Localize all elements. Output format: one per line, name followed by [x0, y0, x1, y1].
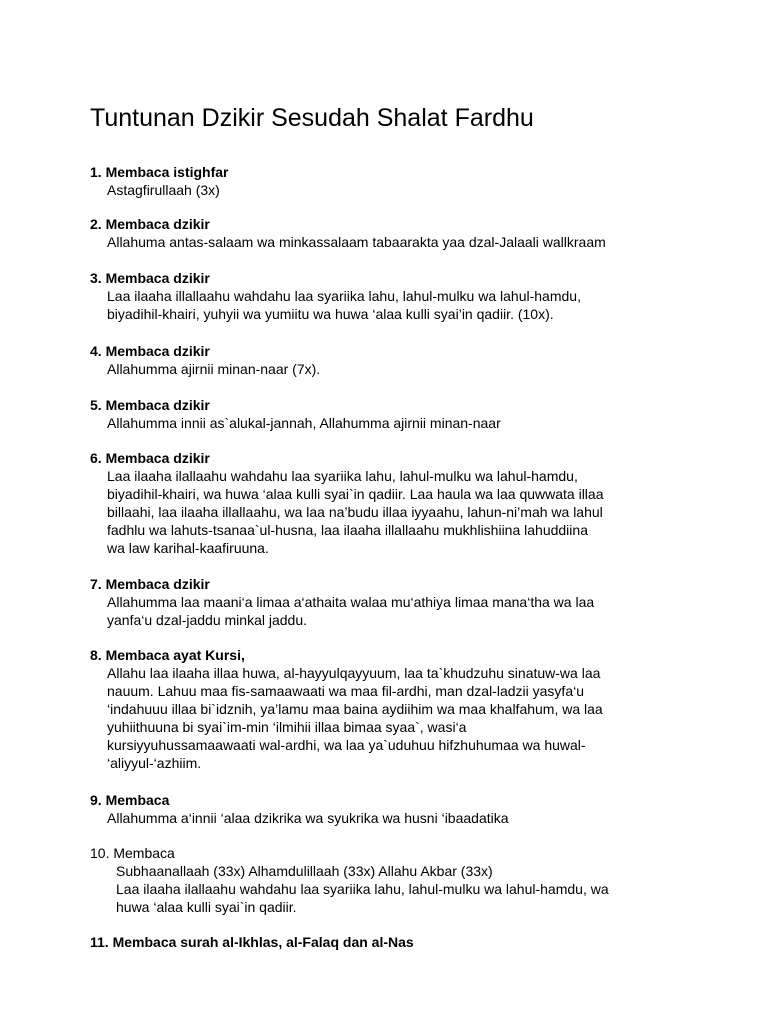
item-text-line: Laa ilaaha illallaahu wahdahu laa syariika lahu, lahul-mulku wa lahul-hamdu, [107, 288, 581, 304]
item-heading: 1. Membaca istighfar [90, 164, 229, 180]
item-heading: 9. Membaca [90, 792, 170, 808]
item-text-line: biyadihil-khairi, wa huwa ‘alaa kulli syai`in qadiir. Laa haula wa laa quwwata illaa [107, 486, 604, 502]
item-text-line: Laa ilaaha ilallaahu wahdahu laa syariika lahu, lahul-mulku wa lahul-hamdu, [107, 468, 578, 484]
document-title: Tuntunan Dzikir Sesudah Shalat Fardhu [90, 104, 534, 132]
dzikir-item-1 [90, 163, 710, 199]
dzikir-item-7 [90, 575, 710, 629]
item-text-line: Subhaanallaah (33x) Alhamdulillaah (33x) Allahu Akbar (33x) [116, 863, 493, 879]
item-heading: 5. Membaca dzikir [90, 397, 210, 413]
dzikir-item-10 [90, 844, 710, 916]
dzikir-item-8 [90, 646, 710, 772]
item-text-line: Allahumma ajirnii minan-naar (7x). [107, 361, 321, 377]
item-text-line: fadhlu wa lahuts-tsanaa`ul-husna, laa ilaaha illallaahu mukhlishiina lahuddiina [107, 522, 588, 538]
item-text-line: Allahu laa ilaaha illaa huwa, al-hayyulqayyuum, laa ta`khudzuhu sinatuw-wa laa [107, 665, 601, 681]
dzikir-item-11 [90, 933, 710, 951]
item-heading: 4. Membaca dzikir [90, 343, 210, 359]
item-text-line: yanfa‘u dzal-jaddu minkal jaddu. [107, 612, 308, 628]
item-text-line: ‘aliyyul-‘azhiim. [107, 755, 202, 771]
item-text-line: Allahumma laa maani‘a limaa a‘athaita walaa mu‘athiya limaa mana‘tha wa laa [107, 594, 595, 610]
dzikir-item-4 [90, 342, 710, 378]
item-text-line: billaahi, laa ilaaha illallaahu, wa laa na’budu illaa iyyaahu, lahun-ni’mah wa lahul [107, 504, 603, 520]
item-text-line: Allahumma innii as`alukal-jannah, Allahumma ajirnii minan-naar [107, 415, 501, 431]
dzikir-item-3 [90, 269, 710, 323]
item-text-line: Laa ilaaha ilallaahu wahdahu laa syariika lahu, lahul-mulku wa lahul-hamdu, wa [116, 881, 609, 897]
item-heading: 11. Membaca surah al-Ikhlas, al-Falaq dan al-Nas [90, 934, 414, 950]
item-text-line: Allahuma antas-salaam wa minkassalaam tabaarakta yaa dzal-Jalaali wallkraam [107, 234, 606, 250]
item-text-line: ‘indahuuu illaa bi`idznih, ya’lamu maa baina aydiihim wa maa khalfahum, wa laa [107, 701, 603, 717]
dzikir-item-9 [90, 791, 710, 827]
item-heading: 8. Membaca ayat Kursi, [90, 647, 245, 663]
item-heading: 7. Membaca dzikir [90, 576, 210, 592]
dzikir-item-6 [90, 449, 710, 557]
item-text-line: biyadihil-khairi, yuhyii wa yumiitu wa huwa ‘alaa kulli syai’in qadiir. (10x). [107, 306, 554, 322]
item-text-line: wa law karihal-kaafiruuna. [107, 540, 269, 556]
item-heading: 10. Membaca [90, 845, 175, 861]
item-text-line: yuhiithuuna bi syai`im-min ‘ilmihii illaa bimaa syaa`, wasi‘a [107, 719, 467, 735]
item-text-line: Allahumma a‘innii ‘alaa dzikrika wa syukrika wa husni ‘ibaadatika [107, 810, 509, 826]
item-heading: 6. Membaca dzikir [90, 450, 210, 466]
dzikir-item-5 [90, 396, 710, 432]
item-text-line: huwa ‘alaa kulli syai`in qadiir. [116, 899, 297, 915]
item-text-line: Astagfirullaah (3x) [107, 182, 220, 198]
dzikir-item-2 [90, 215, 710, 251]
item-heading: 2. Membaca dzikir [90, 216, 210, 232]
item-text-line: kursiyyuhussamaawaati wal-ardhi, wa laa ya`uduhuu hifzhuhumaa wa huwal- [107, 737, 586, 753]
item-text-line: nauum. Lahuu maa fis-samaawaati wa maa fil-ardhi, man dzal-ladzii yasyfa‘u [107, 683, 584, 699]
item-heading: 3. Membaca dzikir [90, 270, 210, 286]
